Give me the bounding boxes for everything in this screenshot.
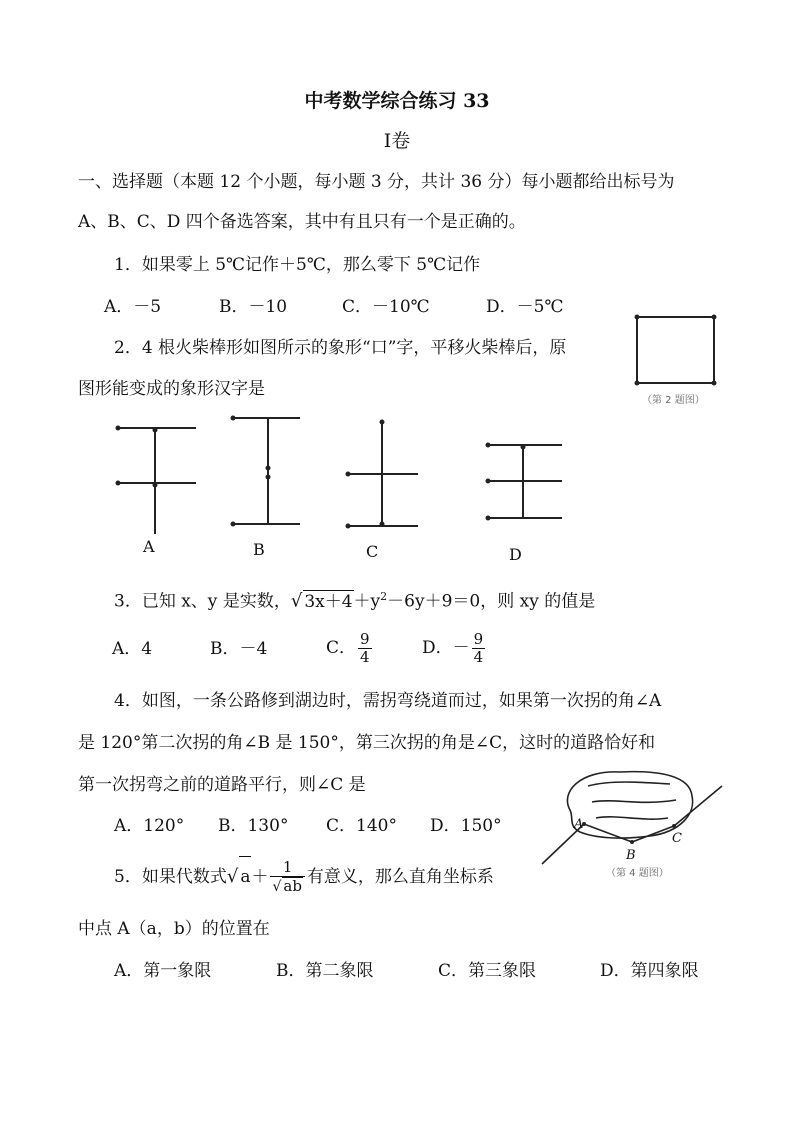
q5-frac-den: [270, 877, 304, 896]
q2-figure-caption: （第 2 题图）: [642, 395, 705, 406]
q3-option-b: B．－4: [210, 639, 268, 659]
q3-option-c-den: 4: [360, 648, 370, 666]
q1-option-a: A．－5: [104, 297, 162, 317]
q4-line2: 是 120°第二次拐的角∠B 是 150°，第三次拐的角是∠C，这时的道路恰好和: [78, 733, 656, 753]
q1-option-d: D．－5℃: [486, 297, 564, 317]
q5-frac-num: 1: [270, 859, 304, 877]
q5-prefix: 5．如果代数式: [114, 867, 227, 887]
q1-text: 1．如果零上 5℃记作＋5℃，那么零下 5℃记作: [114, 255, 481, 275]
q1-option-c: C．－10℃: [342, 297, 430, 317]
q3-option-d: [422, 628, 487, 668]
q5-radicand-a: a: [239, 856, 251, 897]
page-subtitle: Ⅰ卷: [383, 130, 411, 152]
q4-label-c: C: [672, 831, 682, 846]
q4-option-d: D．150°: [430, 816, 502, 836]
q3-middle: ＋y: [353, 591, 381, 612]
q3-option-d-label: D．－: [422, 638, 470, 658]
sqrt-icon: √: [290, 590, 303, 612]
q5-line2: 中点 A（a，b）的位置在: [78, 919, 270, 939]
sqrt-icon: √: [272, 879, 282, 895]
section-intro-line1: 一、选择题（本题 12 个小题，每小题 3 分，共计 36 分）每小题都给出标号为: [78, 172, 675, 192]
q3-text: [114, 586, 595, 613]
q2-label-b: B: [253, 540, 265, 559]
q5-frac-den-radicand: ab: [283, 877, 302, 895]
q5-text: [114, 856, 494, 897]
q3-option-d-num: 9: [473, 630, 484, 648]
q2-line2: 图形能变成的象形汉字是: [78, 379, 265, 399]
q3-option-a: A．4: [112, 639, 153, 659]
q4-option-b: B．130°: [218, 816, 289, 836]
q2-figure-square: [630, 312, 730, 412]
q3-option-c-label: C．: [326, 638, 357, 658]
q3-suffix: －6y＋9＝0，则 xy 的值是: [387, 591, 596, 612]
q2-label-d: D: [509, 545, 522, 564]
q5-plus: ＋: [251, 867, 269, 887]
q2-line1: 2．4 根火柴棒形如图所示的象形“口”字，平移火柴棒后，原: [114, 338, 567, 358]
q4-option-c: C．140°: [326, 816, 397, 836]
q3-option-c-fraction: [358, 631, 372, 666]
q5-option-d: D．第四象限: [600, 961, 699, 981]
q3-radicand: 3x＋4: [304, 591, 353, 612]
q4-line3: 第一次拐弯之前的道路平行，则∠C 是: [78, 775, 366, 795]
q5-option-b: B．第二象限: [276, 961, 374, 981]
q4-option-a: A．120°: [114, 816, 185, 836]
q5-suffix: 有意义，那么直角坐标系: [306, 867, 494, 887]
q4-figure-caption: （第 4 题图）: [606, 868, 669, 879]
section-intro-line2: A、B、C、D 四个备选答案，其中有且只有一个是正确的。: [78, 212, 526, 232]
q2-option-figures: [100, 410, 580, 570]
q4-line1: 4．如图，一条公路修到湖边时，需拐弯绕道而过，如果第一次拐的角∠A: [114, 691, 662, 711]
sqrt-icon: √: [226, 866, 239, 887]
q4-label-a: A: [574, 817, 584, 832]
page-title: 中考数学综合练习 33: [304, 90, 490, 112]
q2-label-c: C: [366, 542, 379, 561]
q4-label-b: B: [626, 848, 636, 863]
q1-option-b: B．－10: [219, 297, 288, 317]
q2-label-a: A: [143, 537, 155, 556]
q5-option-a: A．第一象限: [114, 961, 212, 981]
q4-figure-lake-road: [540, 762, 730, 882]
q3-option-d-den: 4: [473, 648, 484, 666]
q5-fraction: [270, 859, 304, 896]
q3-sup: 2: [380, 590, 388, 603]
q3-option-d-fraction: [472, 631, 486, 666]
q5-option-c: C．第三象限: [438, 961, 537, 981]
q3-option-c-num: 9: [360, 630, 370, 648]
q3-option-c: [326, 628, 374, 668]
q3-prefix: 3．已知 x、y 是实数，: [114, 591, 291, 612]
